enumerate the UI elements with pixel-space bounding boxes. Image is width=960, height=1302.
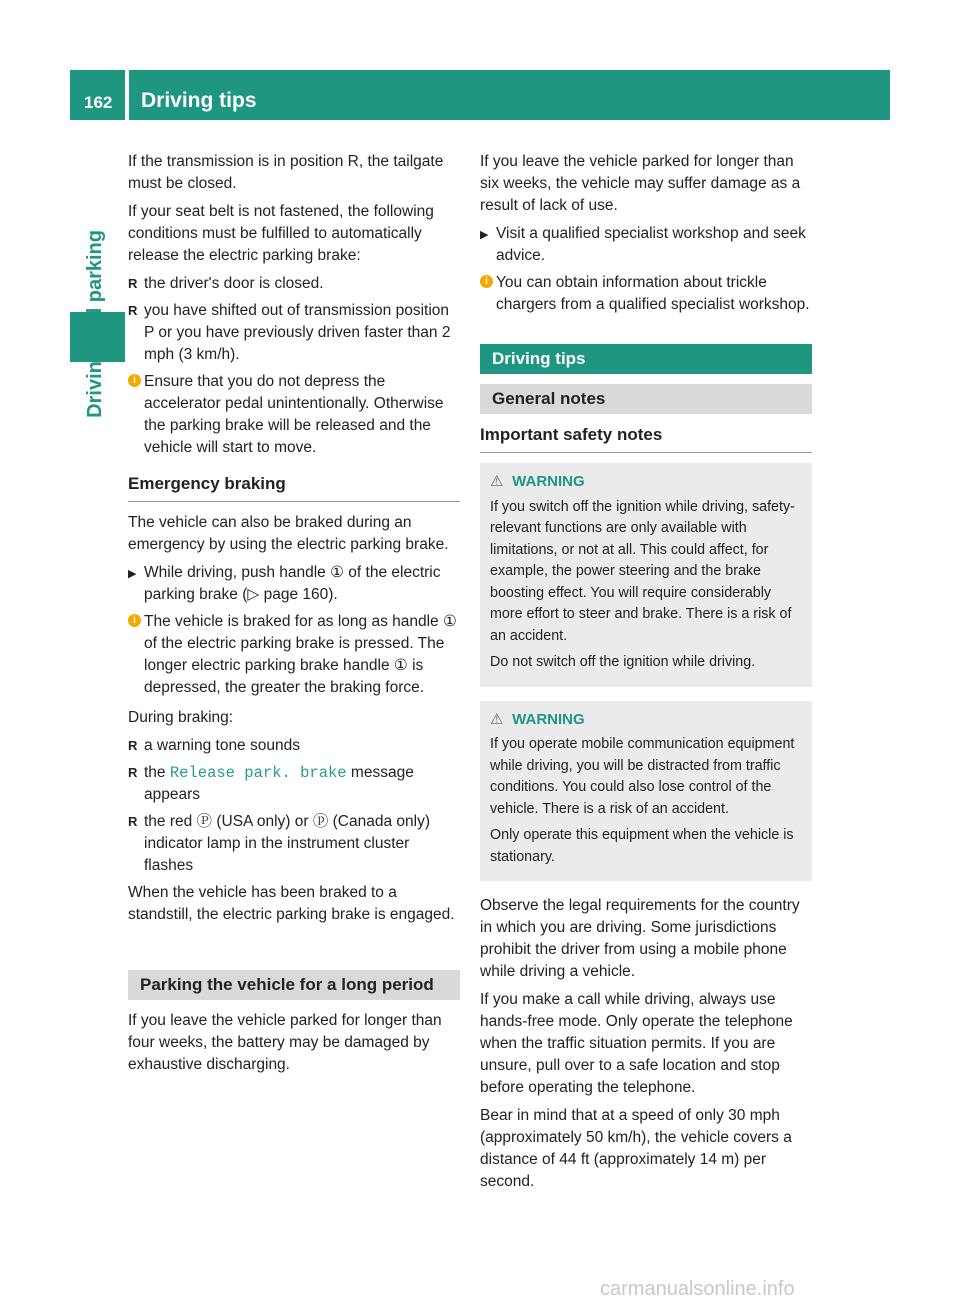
page-title: Driving tips — [141, 89, 257, 112]
bullet-item: R a warning tone sounds — [128, 735, 460, 757]
info-icon: i — [128, 374, 141, 387]
warning-triangle-icon: ⚠ — [490, 473, 504, 490]
display-message: Release park. brake — [169, 764, 347, 782]
info-text: The vehicle is braked for as long as handle ① of the electric parking brake is pressed. The longer electric parking brake handle ① is depressed, the greater the braking force. — [144, 613, 457, 696]
instruction-step: ▶ Visit a qualified specialist workshop and seek advice. — [480, 223, 812, 267]
section-heading: Parking the vehicle for a long period — [128, 970, 460, 1000]
warning-box — [480, 701, 812, 882]
info-icon: i — [480, 275, 493, 288]
warning-text: If you switch off the ignition while driving, safety-relevant functions are only available with limitations, or not at all. This could affect, for example, the power steering and the brake boosting effect. You will require considerably more effort to steer and brake. There is a risk of an accident. — [490, 498, 795, 644]
paragraph: If the transmission is in position R, the tailgate must be closed. — [128, 153, 444, 192]
paragraph: The vehicle can also be braked during an emergency by using the electric parking brake. — [128, 514, 449, 553]
paragraph: Bear in mind that at a speed of only 30 mph (approximately 50 km/h), the vehicle covers a distance of 44 ft (approximately 14 m) per second. — [480, 1107, 792, 1190]
paragraph: If your seat belt is not fastened, the following conditions must be fulfilled to automatically release the electric parking brake: — [128, 203, 434, 264]
bullet-item: R the Release park. brake message appears — [128, 762, 460, 806]
warning-triangle-icon: ⚠ — [490, 710, 504, 728]
page-number: 162 — [84, 93, 113, 112]
paragraph: If you make a call while driving, always use hands-free mode. Only operate the telephone when the traffic situation permits. If you are unsure, pull over to a safe location and stop before operating the telephone. — [480, 991, 793, 1096]
watermark: carmanualsonline.info — [600, 1278, 795, 1300]
right-column — [480, 151, 812, 1199]
section-heading: Driving tips — [480, 344, 812, 374]
paragraph: If you leave the vehicle parked for longer than six weeks, the vehicle may suffer damage as a result of lack of use. — [480, 153, 801, 214]
paragraph: Observe the legal requirements for the country in which you are driving. Some jurisdictions prohibit the driver from using a mobile phone while driving a vehicle. — [480, 897, 800, 980]
paragraph: If you leave the vehicle parked for longer than four weeks, the battery may be damaged by exhaustive discharging. — [128, 1012, 442, 1073]
warning-text: Only operate this equipment when the vehicle is stationary. — [490, 827, 794, 865]
chapter-side-marker — [70, 312, 125, 362]
info-icon: i — [128, 614, 141, 627]
left-column — [128, 151, 460, 1082]
warning-header: ⚠ WARNING — [490, 471, 802, 493]
instruction-step: ▶ While driving, push handle ① of the electric parking brake (▷ page 160). — [128, 562, 460, 606]
info-text: You can obtain information about trickle chargers from a qualified specialist workshop. — [496, 274, 810, 313]
paragraph: During braking: — [128, 709, 234, 726]
section-heading: Emergency braking — [128, 473, 460, 502]
subsection-heading: General notes — [480, 384, 812, 414]
warning-text: If you operate mobile communication equipment while driving, you will be distracted from traffic conditions. You could also lose control of the vehicle. There is a risk of an accident. — [490, 736, 795, 817]
warning-text: Do not switch off the ignition while driving. — [490, 654, 756, 670]
info-note — [128, 371, 460, 459]
info-note — [128, 611, 460, 699]
paragraph: When the vehicle has been braked to a standstill, the electric parking brake is engaged. — [128, 884, 455, 923]
warning-box — [480, 463, 812, 687]
bullet-item: R the red Ⓟ (USA only) or ⓟ (Canada only) indicator lamp in the instrument cluster flashes — [128, 811, 460, 877]
warning-header: ⚠ WARNING — [490, 709, 802, 731]
info-note — [480, 272, 812, 316]
bullet-item: R you have shifted out of transmission position P or you have previously driven faster than 2 mph (3 km/h). — [128, 300, 460, 366]
bullet-item: R the driver's door is closed. — [128, 273, 460, 295]
subsection-heading: Important safety notes — [480, 424, 812, 453]
info-text: Ensure that you do not depress the accelerator pedal unintentionally. Otherwise the parking brake will be released and the vehicle will start to move. — [144, 373, 444, 456]
